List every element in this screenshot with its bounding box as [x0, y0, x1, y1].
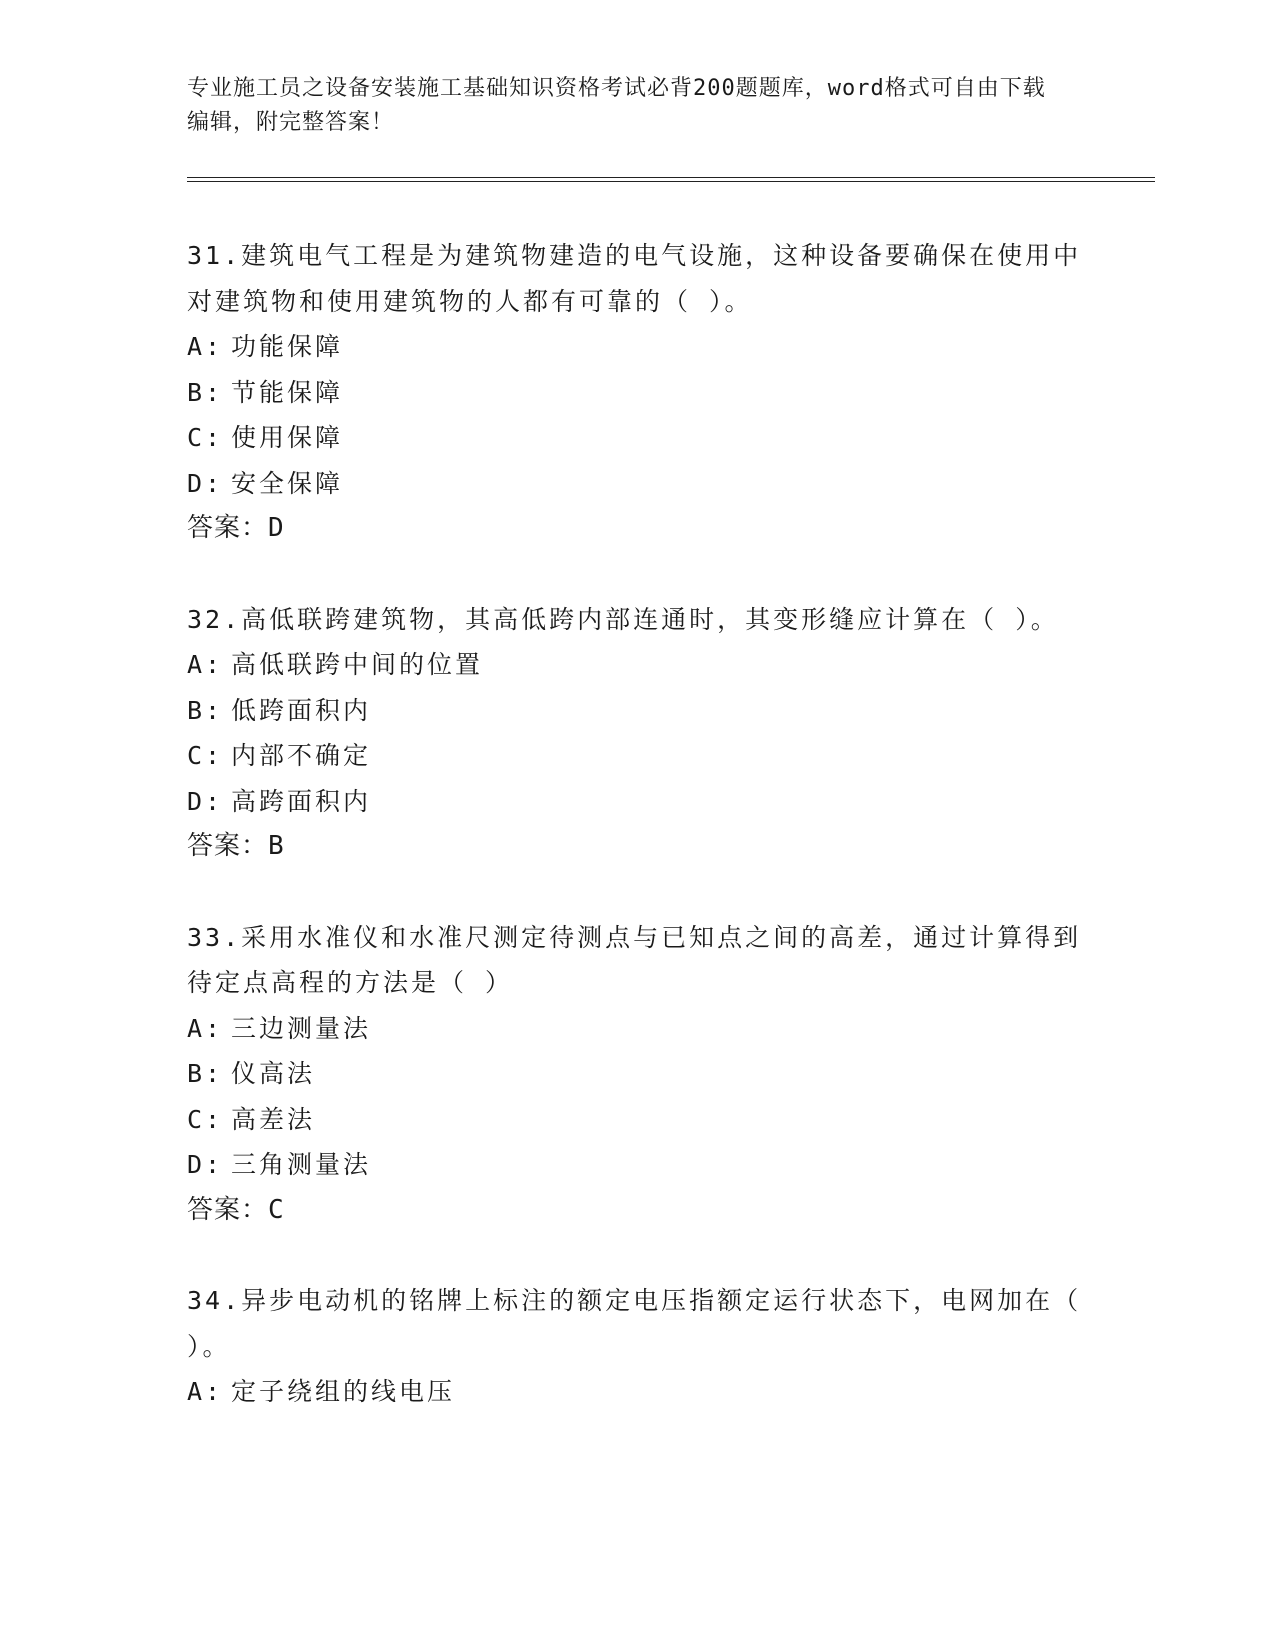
- option-letter: B:: [187, 1059, 224, 1088]
- option-letter: D:: [187, 786, 224, 816]
- answer-value: B: [268, 831, 284, 861]
- option-text: 三角测量法: [231, 1150, 372, 1179]
- option-letter: B:: [187, 695, 224, 725]
- option-b: [187, 688, 1087, 734]
- option-d: [187, 461, 1087, 507]
- answer-label: 答案：: [187, 1194, 269, 1225]
- option-text: 定子绕组的线电压: [231, 1377, 456, 1406]
- question-text: 34.异步电动机的铭牌上标注的额定电压指额定运行状态下，电网加在（ ）。: [187, 1286, 1082, 1361]
- question-text: 32.高低联跨建筑物，其高低跨内部连通时，其变形缝应计算在（ ）。: [187, 604, 1059, 634]
- document-header: 专业施工员之设备安装施工基础知识资格考试必背200题题库，word格式可自由下载编辑，附完整答案！: [187, 76, 1046, 135]
- option-a: [187, 642, 1087, 688]
- option-a: [187, 1369, 1087, 1415]
- question-31: [187, 233, 1087, 552]
- question-34: [187, 1278, 1087, 1415]
- header-divider: [187, 177, 1155, 182]
- option-letter: C:: [187, 1104, 224, 1134]
- answer-line: [187, 824, 1087, 870]
- answer-label: 答案：: [187, 513, 269, 543]
- option-letter: B:: [187, 377, 224, 407]
- option-letter: C:: [187, 423, 224, 452]
- option-letter: C:: [187, 741, 224, 770]
- option-text: 内部不确定: [231, 741, 372, 770]
- option-letter: D:: [187, 1150, 224, 1179]
- option-c: [187, 733, 1087, 779]
- question-32: [187, 597, 1087, 870]
- option-letter: A:: [187, 1013, 224, 1043]
- option-letter: A:: [187, 650, 224, 679]
- answer-label: 答案：: [187, 831, 269, 861]
- question-list: [187, 233, 1087, 1460]
- option-c: [187, 1097, 1087, 1143]
- option-text: 高跨面积内: [231, 786, 372, 816]
- answer-value: C: [268, 1194, 284, 1225]
- option-text: 节能保障: [231, 377, 344, 407]
- option-text: 高差法: [231, 1104, 316, 1134]
- answer-value: D: [268, 513, 284, 543]
- option-letter: A:: [187, 332, 224, 361]
- option-text: 低跨面积内: [231, 695, 372, 725]
- question-text: 31.建筑电气工程是为建筑物建造的电气设施，这种设备要确保在使用中对建筑物和使用建筑物的人都有可靠的（ ）。: [187, 241, 1082, 316]
- option-text: 使用保障: [231, 423, 344, 452]
- answer-line: [187, 506, 1087, 552]
- option-letter: D:: [187, 468, 224, 498]
- question-33: [187, 915, 1087, 1234]
- option-text: 功能保障: [231, 332, 344, 361]
- option-text: 仪高法: [231, 1059, 316, 1088]
- question-text: 33.采用水准仪和水准尺测定待测点与已知点之间的高差，通过计算得到待定点高程的方法是（ ）: [187, 922, 1082, 997]
- option-b: [187, 370, 1087, 416]
- option-a: [187, 324, 1087, 370]
- option-d: [187, 779, 1087, 825]
- option-a: [187, 1006, 1087, 1052]
- option-c: [187, 415, 1087, 461]
- option-text: 安全保障: [231, 468, 344, 498]
- option-text: 高低联跨中间的位置: [231, 650, 484, 679]
- answer-line: [187, 1188, 1087, 1234]
- option-d: [187, 1142, 1087, 1188]
- option-b: [187, 1051, 1087, 1097]
- option-letter: A:: [187, 1377, 224, 1406]
- option-text: 三边测量法: [231, 1013, 372, 1043]
